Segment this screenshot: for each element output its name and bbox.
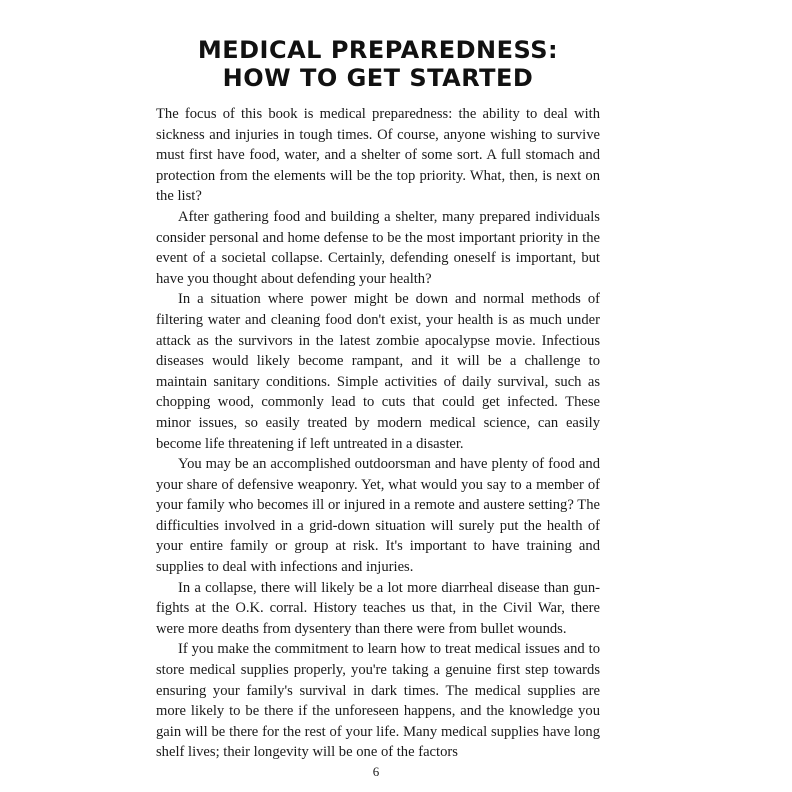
chapter-title-line-1: MEDICAL PREPAREDNESS:	[197, 36, 559, 64]
page-number: 6	[372, 764, 380, 779]
paragraph-1: The focus of this book is medical preparedness: the ability to deal with sickness and injuries in tough times. Of course, anyone wishing to survive must first have food, water, and a shelter of some sort. A full stomach and protection from the elements will be the top priority. What, then, is next on the list?	[156, 106, 600, 205]
body-text	[156, 104, 600, 763]
paragraph-2: After gathering food and building a shelter, many prepared individuals consider personal and home defense to be the most important priority in the event of a societal collapse. Certainly, defending oneself is important, but have you thought about defending your health?	[156, 208, 600, 287]
chapter-title	[156, 36, 600, 92]
paragraph-5: In a collapse, there will likely be a lot more diarrheal disease than gunfights at the O.K. corral. History teaches us that, in the Civil War, there were more deaths from dysentery than there were from bullet wounds.	[156, 579, 600, 637]
paragraph-6: If you make the commitment to learn how to treat medical issues and to store medical supplies properly, you're taking a genuine first step towards ensuring your family's survival in dark times. The medical supplies are more likely to be there if the unforeseen happens, and the knowledge you gain will be there for the rest of your life. Many medical supplies have long shelf lives; their longevity will be one of the factors	[156, 641, 600, 761]
paragraph-4: You may be an accomplished outdoorsman and have plenty of food and your share of defensive weaponry. Yet, what would you say to a member of your family who becomes ill or injured in a remote and austere setting? The difficulties involved in a grid-down situation will surely put the health of your entire family or group at risk. It's important to have training and supplies to deal with infections and injuries.	[156, 456, 600, 576]
paragraph-3: In a situation where power might be down and normal methods of filtering water and cleaning food don't exist, your health is as much under attack as the survivors in the latest zombie apocalypse movie. Infectious diseases would likely become rampant, and it will be a challenge to maintain sanitary conditions. Simple activities of daily survival, such as chopping wood, commonly lead to cuts that could get infected. These minor issues, so easily treated by modern medical science, can easily become life threatening if left untreated in a disaster.	[156, 291, 600, 452]
chapter-title-line-2: HOW TO GET STARTED	[222, 64, 534, 92]
